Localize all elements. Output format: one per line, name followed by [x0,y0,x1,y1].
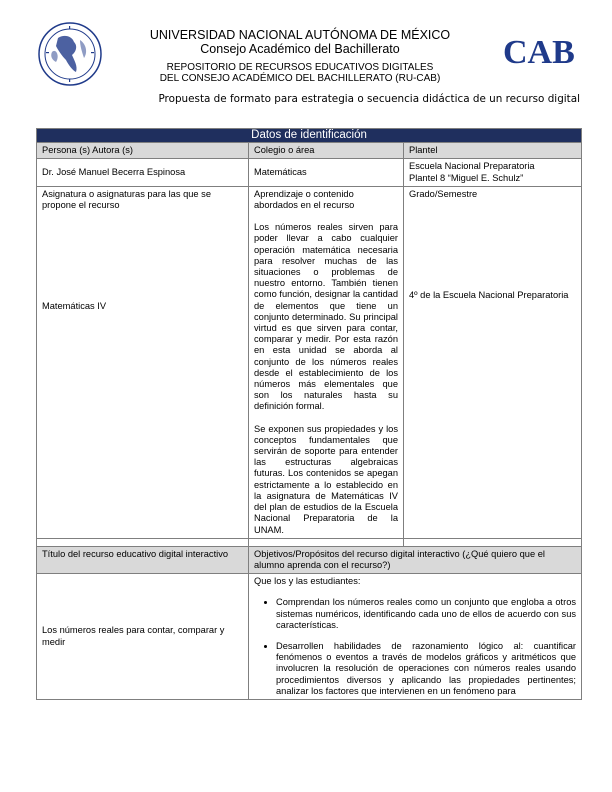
svg-text:CAB: CAB [503,34,575,68]
college-value: Matemáticas [249,159,404,186]
blank-cell [37,538,249,546]
subjects-cell [37,186,249,538]
objectives-intro: Que los y las estudiantes: [254,576,361,587]
university-name: UNIVERSIDAD NACIONAL AUTÓNOMA DE MÉXICO [149,28,451,42]
campus-line-1: Escuela Nacional Preparatoria [409,161,535,172]
objectives-list [254,597,576,697]
learning-paragraph-1: Los números reales sirven para poder llevar a cabo cualquier operación matemática necesaria para resolver muchas de las situaciones o problemas de nuestro entorno. También tienen como función, designar la cantidad de elementos que tiene un conjunto determinado. Su principal virtud es que sirven para contar, comparar y medir. Por esta razón en esta unidad se aborda al conjunto de los números reales desde el establecimiento de los números más elementales que son los naturales hasta su definición formal. [254,222,398,412]
college-column-header: Colegio o área [249,143,404,159]
grade-value: 4º de la Escuela Nacional Preparatoria [409,290,569,301]
section-title: Datos de identificación [37,129,582,143]
resource-title-label: Título del recurso educativo digital interactivo [37,546,249,573]
cab-logo [503,32,575,68]
learning-paragraph-2: Se exponen sus propiedades y los conceptos fundamentales que servirán de soporte para entender las estructuras algebraicas futuras. Los contenidos se apegan estrictamente a lo establecido en la asignatura de Matemáticas IV del plan de estudios de la Escuela Nacional Preparatoria de la UNAM. [254,423,398,535]
campus-value [404,159,582,186]
unam-seal-logo [38,22,102,86]
blank-cell [404,538,582,546]
campus-line-2: Plantel 8 “Miguel E. Schulz” [409,172,524,183]
repository-line-2: DEL CONSEJO ACADÉMICO DEL BACHILLERATO (RU-CAB) [159,73,441,84]
campus-column-header: Plantel [404,143,582,159]
subject-value: Matemáticas IV [42,301,107,312]
document-subtitle: Propuesta de formato para estrategia o secuencia didáctica de un recurso digital [158,93,580,105]
repository-line-1: REPOSITORIO DE RECURSOS EDUCATIVOS DIGITALES [166,62,434,73]
grade-label: Grado/Semestre [409,188,478,199]
objectives-label: Objetivos/Propósitos del recurso digital interactivo (¿Qué quiero que el alumno aprenda con el recurso?) [249,546,582,573]
author-value: Dr. José Manuel Becerra Espinosa [37,159,249,186]
objectives-cell [249,574,582,700]
resource-title-value: Los números reales para contar, comparar y medir [37,574,249,700]
author-column-header: Persona (s) Autora (s) [37,143,249,159]
grade-cell [404,186,582,538]
learning-label: Aprendizaje o contenido abordados en el recurso [254,188,355,211]
objective-item: • Comprendan los números reales como un conjunto que engloba a otros sistemas numéricos, identificando cada uno de ellos de acuerdo con sus características. [276,597,576,631]
objective-item: • Desarrollen habilidades de razonamiento lógico al: cuantificar fenómenos o eventos a través de modelos gráficos y aritméticos que involucren la resolución de operaciones con números reales usando procedimientos diversos y aplicando las propiedades pertinentes; analizar los factores que intervienen en un fenómeno para [276,641,576,697]
blank-cell [249,538,404,546]
council-name: Consejo Académico del Bachillerato [200,42,400,56]
identification-table [36,128,582,700]
learning-cell [249,186,404,538]
subjects-label: Asignatura o asignaturas para las que se propone el recurso [42,188,212,211]
